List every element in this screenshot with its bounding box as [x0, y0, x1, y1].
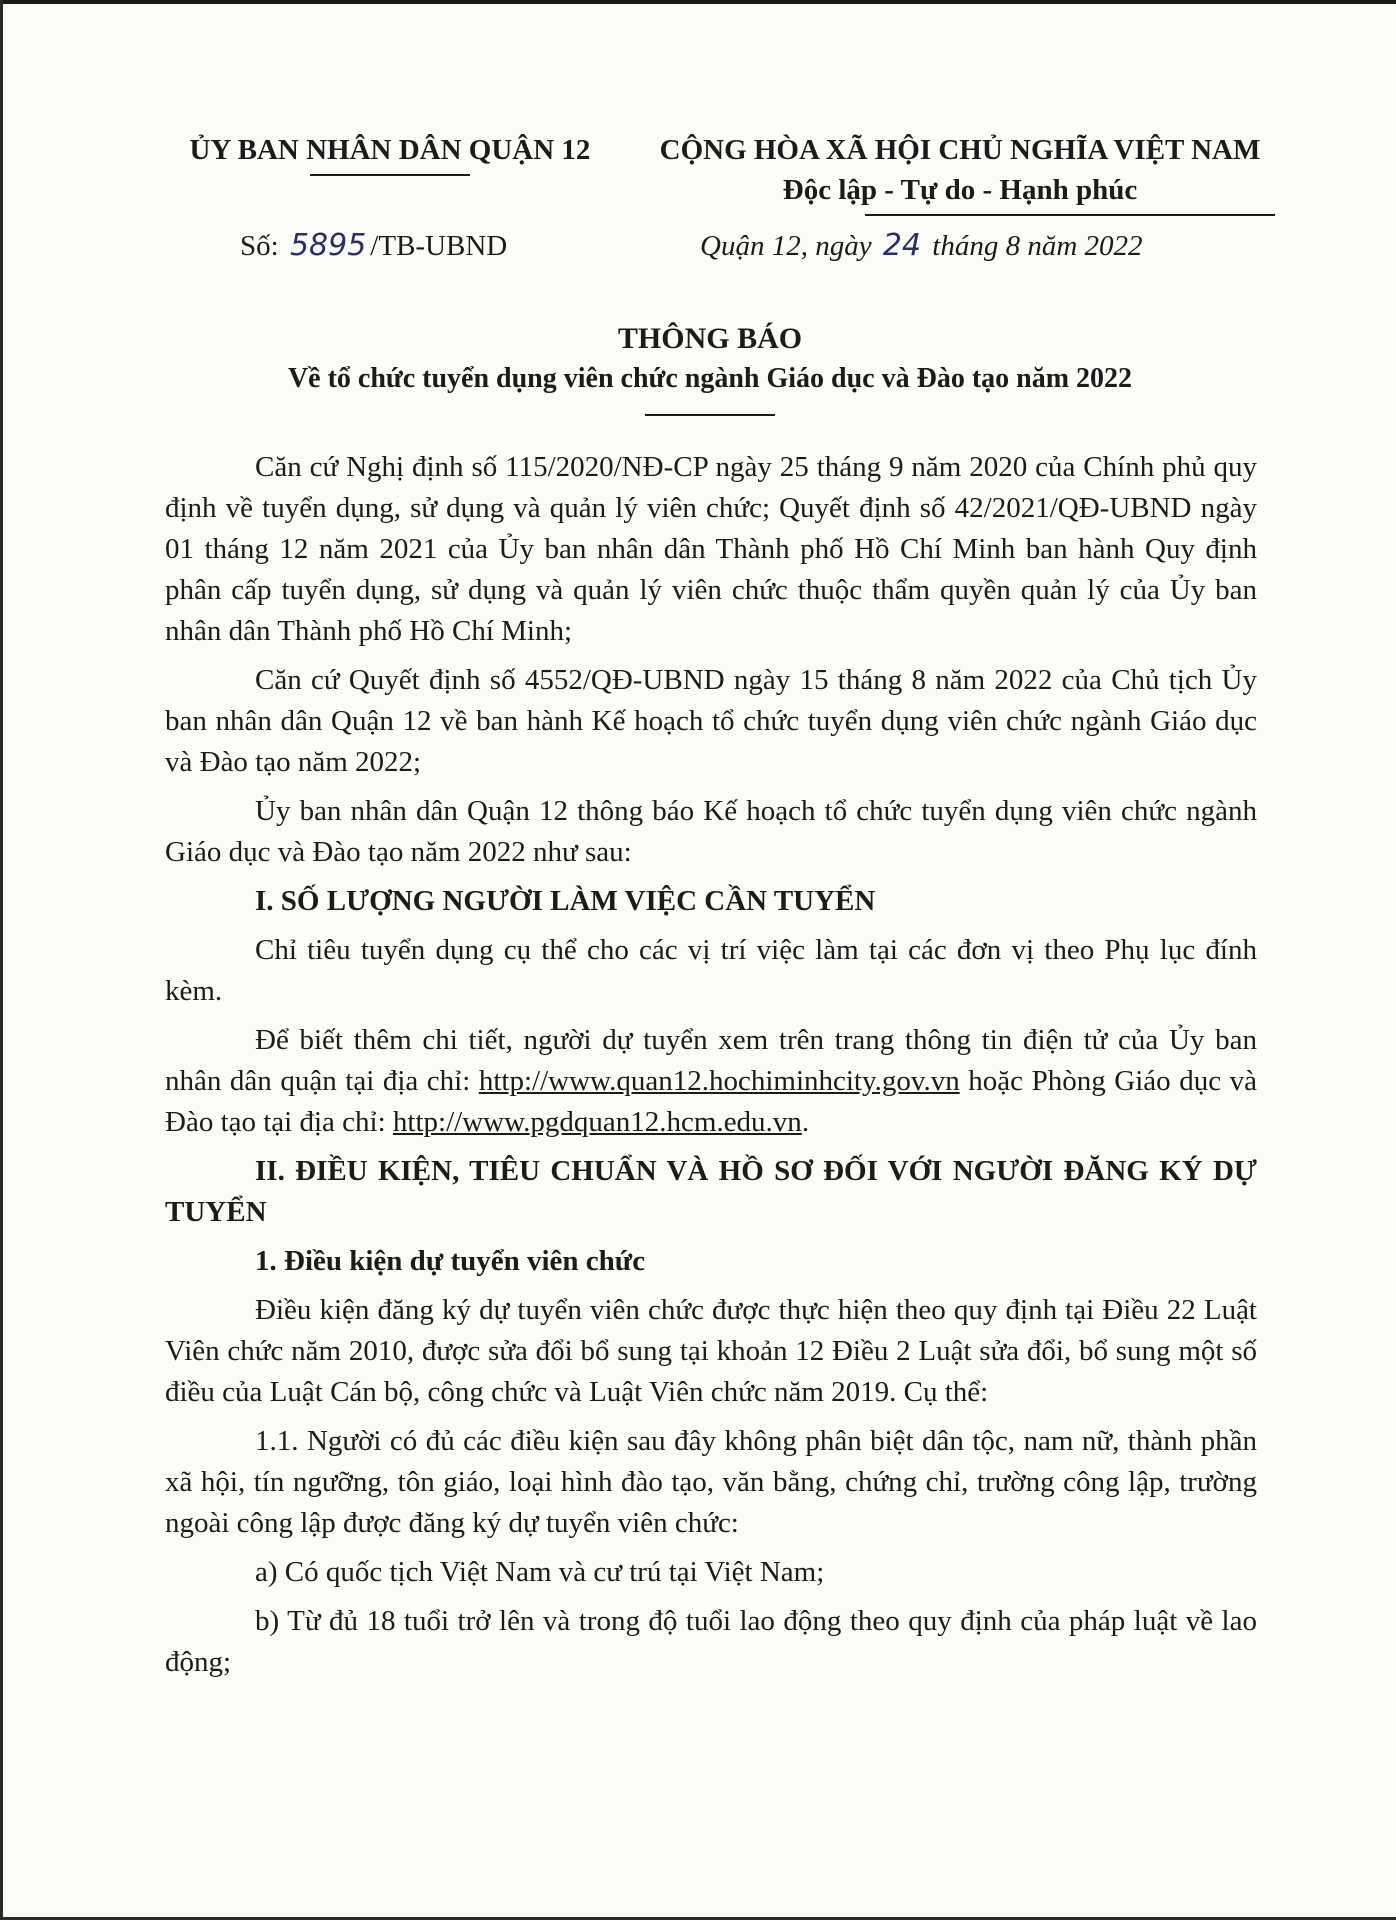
- document-title: THÔNG BÁO: [617, 322, 803, 355]
- scan-border-left: [0, 0, 3, 1920]
- list-item-a: a) Có quốc tịch Việt Nam và cư trú tại Việt Nam;: [255, 1556, 825, 1588]
- handwritten-day: 24: [882, 228, 922, 263]
- number-suffix: /TB-UBND: [370, 230, 508, 262]
- national-motto: Độc lập - Tự do - Hạnh phúc: [782, 174, 1138, 206]
- paragraph-legal-basis-1: Căn cứ Nghị định số 115/2020/NĐ-CP ngày 25 tháng 9 năm 2020 của Chính phủ quy định về tuyển dụng, sử dụng và quản lý viên chức; Quyết định số 42/2021/QĐ-UBND ngày 01 tháng 12 năm 2021 của Ủy ban nhân dân Thành phố Hồ Chí Minh ban hành Quy định phân cấp tuyển dụng, sử dụng và quản lý viên chức thuộc thẩm quyền quản lý của Ủy ban nhân dân Thành phố Hồ Chí Minh;: [165, 451, 1257, 647]
- document-body: [165, 447, 1257, 1691]
- details-text-c: .: [801, 1106, 810, 1138]
- paragraph-conditions: Điều kiện đăng ký dự tuyển viên chức được thực hiện theo quy định tại Điều 22 Luật Viên chức năm 2010, được sửa đổi bổ sung tại khoản 12 Điều 2 Luật sửa đổi, bổ sung một số điều của Luật Cán bộ, công chức và Luật Viên chức năm 2019. Cụ thể:: [165, 1294, 1257, 1408]
- date-prefix: Quận 12, ngày: [700, 230, 872, 262]
- paragraph-legal-basis-2: Căn cứ Quyết định số 4552/QĐ-UBND ngày 15 tháng 8 năm 2022 của Chủ tịch Ủy ban nhân dân Quận 12 về ban hành Kế hoạch tổ chức tuyển dụng viên chức ngành Giáo dục và Đào tạo năm 2022;: [165, 664, 1257, 778]
- country-name: CỘNG HÒA XÃ HỘI CHỦ NGHĨA VIỆT NAM: [659, 134, 1261, 166]
- title-block: [150, 318, 1270, 416]
- paragraph-announcement: Ủy ban nhân dân Quận 12 thông báo Kế hoạch tổ chức tuyển dụng viên chức ngành Giáo dục và Đào tạo năm 2022 như sau:: [165, 795, 1257, 868]
- document-date: [700, 228, 1143, 263]
- motto-underline: [865, 214, 1275, 216]
- title-underline: [645, 414, 775, 416]
- section-heading-1: I. SỐ LƯỢNG NGƯỜI LÀM VIỆC CẦN TUYỂN: [255, 885, 876, 917]
- district-website-link[interactable]: http://www.quan12.hochiminhcity.gov.vn: [478, 1065, 960, 1097]
- document-number: [240, 228, 507, 263]
- education-office-website-link[interactable]: http://www.pgdquan12.hcm.edu.vn: [392, 1106, 802, 1138]
- paragraph-details: [165, 1020, 1257, 1143]
- agency-name: ỦY BAN NHÂN DÂN QUẬN 12: [189, 134, 591, 166]
- handwritten-number: 5895: [289, 228, 367, 263]
- header-country-block: [630, 130, 1290, 216]
- section-heading-2: II. ĐIỀU KIỆN, TIÊU CHUẨN VÀ HỒ SƠ ĐỐI VỚI NGƯỜI ĐĂNG KÝ DỰ TUYỂN: [165, 1155, 1257, 1228]
- agency-underline: [310, 174, 470, 176]
- paragraph-eligibility: 1.1. Người có đủ các điều kiện sau đây không phân biệt dân tộc, nam nữ, thành phần xã hội, tín ngưỡng, tôn giáo, loại hình đào tạo, văn bằng, chứng chỉ, trường công lập, trường ngoài công lập được đăng ký dự tuyển viên chức:: [165, 1425, 1257, 1539]
- details-text-a: Để biết thêm chi tiết, người dự tuyển xem trên trang thông tin điện tử của Ủy ban nhân dân quận tại địa chỉ:: [165, 1024, 1257, 1097]
- date-suffix: tháng 8 năm 2022: [932, 230, 1143, 262]
- subsection-heading-1: 1. Điều kiện dự tuyển viên chức: [255, 1245, 646, 1277]
- list-item-b: b) Từ đủ 18 tuổi trở lên và trong độ tuổi lao động theo quy định của pháp luật về lao động;: [165, 1605, 1257, 1678]
- scan-border-top: [0, 0, 1396, 4]
- document-subtitle: Về tổ chức tuyển dụng viên chức ngành Giáo dục và Đào tạo năm 2022: [287, 363, 1133, 394]
- header-agency-block: [150, 130, 630, 176]
- number-prefix: Số:: [240, 230, 279, 262]
- paragraph-quota: Chỉ tiêu tuyển dụng cụ thể cho các vị trí việc làm tại các đơn vị theo Phụ lục đính kèm.: [165, 934, 1257, 1007]
- details-text-b: hoặc Phòng Giáo dục và Đào tạo tại địa chỉ:: [165, 1065, 1257, 1138]
